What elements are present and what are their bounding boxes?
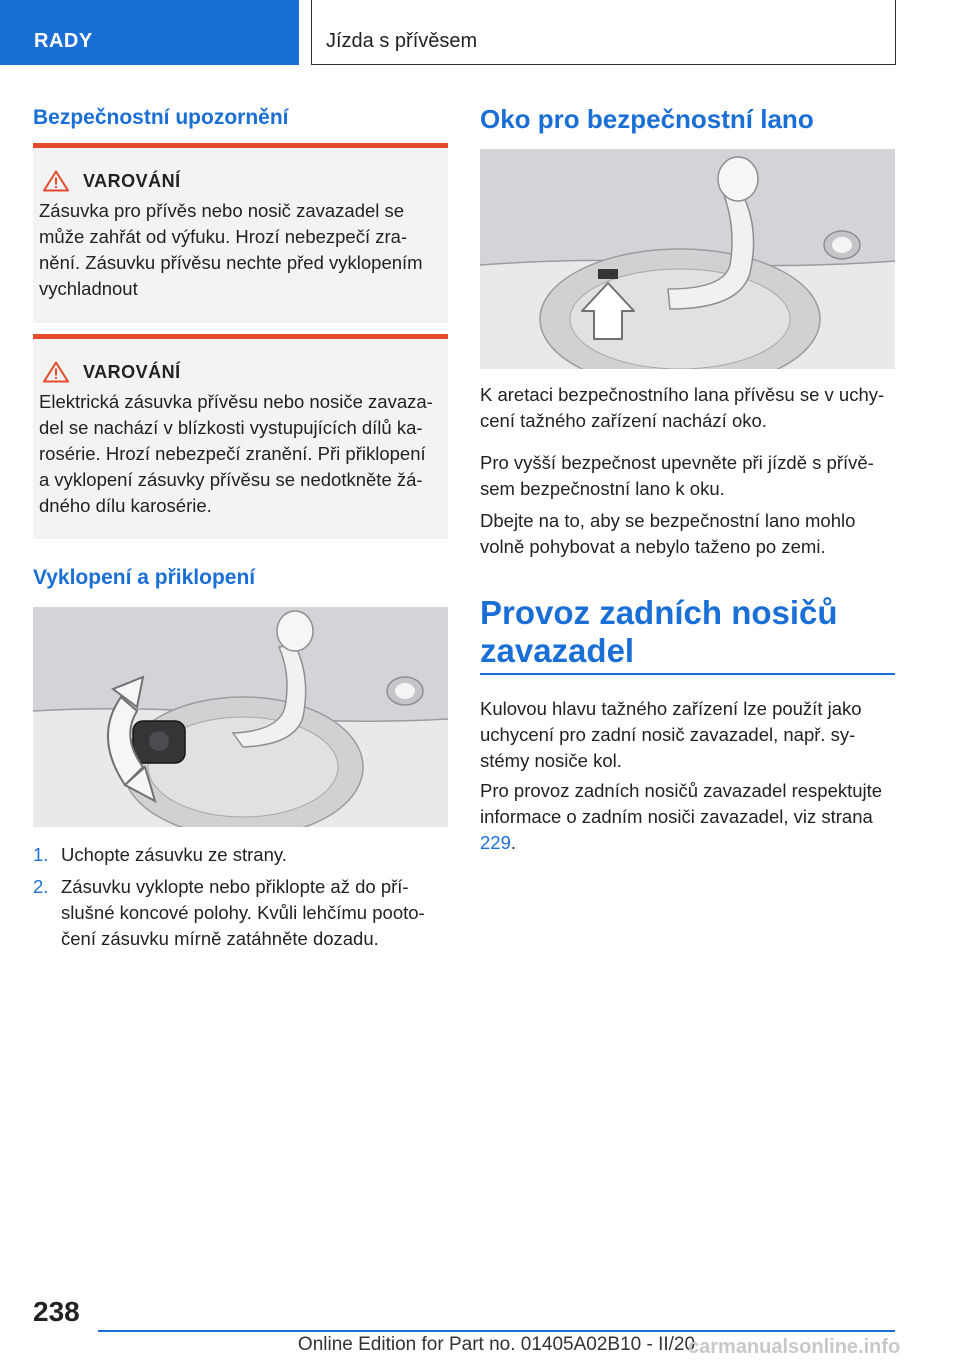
header-section-tab bbox=[0, 0, 299, 65]
fold-heading: Vyklopení a přiklopení bbox=[33, 566, 256, 589]
carrier-heading-line-2: zavazadel bbox=[480, 632, 635, 669]
safety-eye-illustration bbox=[480, 149, 895, 369]
page-number: 238 bbox=[33, 1296, 80, 1327]
eye-paragraph-1: K aretaci bezpečnostního lana přívěsu se v uchy- cení tažného zařízení nachází oko. bbox=[480, 384, 885, 431]
warning-text: Zásuvka pro přívěs nebo nosič zavazadel se může zahřát od výfuku. Hrozí nebezpečí zra- nění. Zásuvku přívěsu nechte před vyklopením vychladnout bbox=[39, 200, 423, 299]
steps-list-container bbox=[33, 842, 448, 958]
safety-heading: Bezpečnostní upozornění bbox=[33, 106, 289, 129]
carrier-heading bbox=[480, 594, 895, 670]
carrier-paragraph-1: Kulovou hlavu tažného zařízení lze použít jako uchycení pro zadní nosič zavazadel, např. sy- stémy nosiče kol. bbox=[480, 698, 862, 771]
safety-eye-drawing bbox=[480, 149, 895, 369]
warning-triangle-icon bbox=[43, 170, 69, 192]
heading-underline bbox=[480, 673, 895, 675]
warning-title: VAROVÁNÍ bbox=[83, 361, 181, 382]
list-item bbox=[33, 842, 448, 868]
footer-rule bbox=[98, 1330, 895, 1332]
warning-triangle-icon bbox=[43, 361, 69, 383]
warning-box-2 bbox=[33, 334, 448, 539]
warning-title: VAROVÁNÍ bbox=[83, 170, 181, 191]
carrier-paragraph-2 bbox=[480, 778, 895, 856]
warning-box-1 bbox=[33, 143, 448, 323]
socket-fold-illustration bbox=[33, 607, 448, 827]
warning-text: Elektrická zásuvka přívěsu nebo nosiče zavaza- del se nachází v blízkosti vystupujících dílů ka- rosérie. Hrozí nebezpečí zranění. Při přiklopení a vyklopení zásuvky přívěsu se nedotkněte žá- dného dílu karosérie. bbox=[39, 391, 433, 516]
step-number: 2. bbox=[33, 876, 49, 897]
step-number: 1. bbox=[33, 844, 49, 865]
step-text: Uchopte zásuvku ze strany. bbox=[61, 844, 287, 865]
steps-list bbox=[33, 842, 448, 952]
header-section-label: RADY bbox=[34, 30, 93, 52]
eye-paragraph-3: Dbejte na to, aby se bezpečnostní lano mohlo volně pohybovat a nebylo taženo po zemi. bbox=[480, 510, 856, 557]
list-item bbox=[33, 874, 448, 952]
carrier-heading-line-1: Provoz zadních nosičů bbox=[480, 594, 838, 631]
footer-edition: Online Edition for Part no. 01405A02B10 - II/20 bbox=[297, 1334, 696, 1355]
page-reference-link[interactable]: 229 bbox=[480, 832, 511, 853]
carrier-paragraph-end: . bbox=[510, 832, 517, 853]
carrier-paragraph-text: Pro provoz zadních nosičů zavazadel respektujte informace o zadním nosiči zavazadel, viz strana bbox=[480, 780, 883, 827]
eye-heading: Oko pro bezpečnostní lano bbox=[480, 104, 814, 134]
step-text: Zásuvku vyklopte nebo přiklopte až do pří- slušné koncové polohy. Kvůli lehčímu pooto- čení zásuvku mírně zatáhněte dozadu. bbox=[61, 876, 425, 949]
socket-fold-drawing bbox=[33, 607, 448, 827]
watermark-logo: carmanualsonline.info bbox=[688, 1336, 901, 1358]
eye-paragraph-2: Pro vyšší bezpečnost upevněte při jízdě s přívě- sem bezpečnostní lano k oku. bbox=[480, 452, 874, 499]
header-chapter-label: Jízda s přívěsem bbox=[326, 30, 478, 52]
header-chapter-tab bbox=[311, 0, 896, 65]
